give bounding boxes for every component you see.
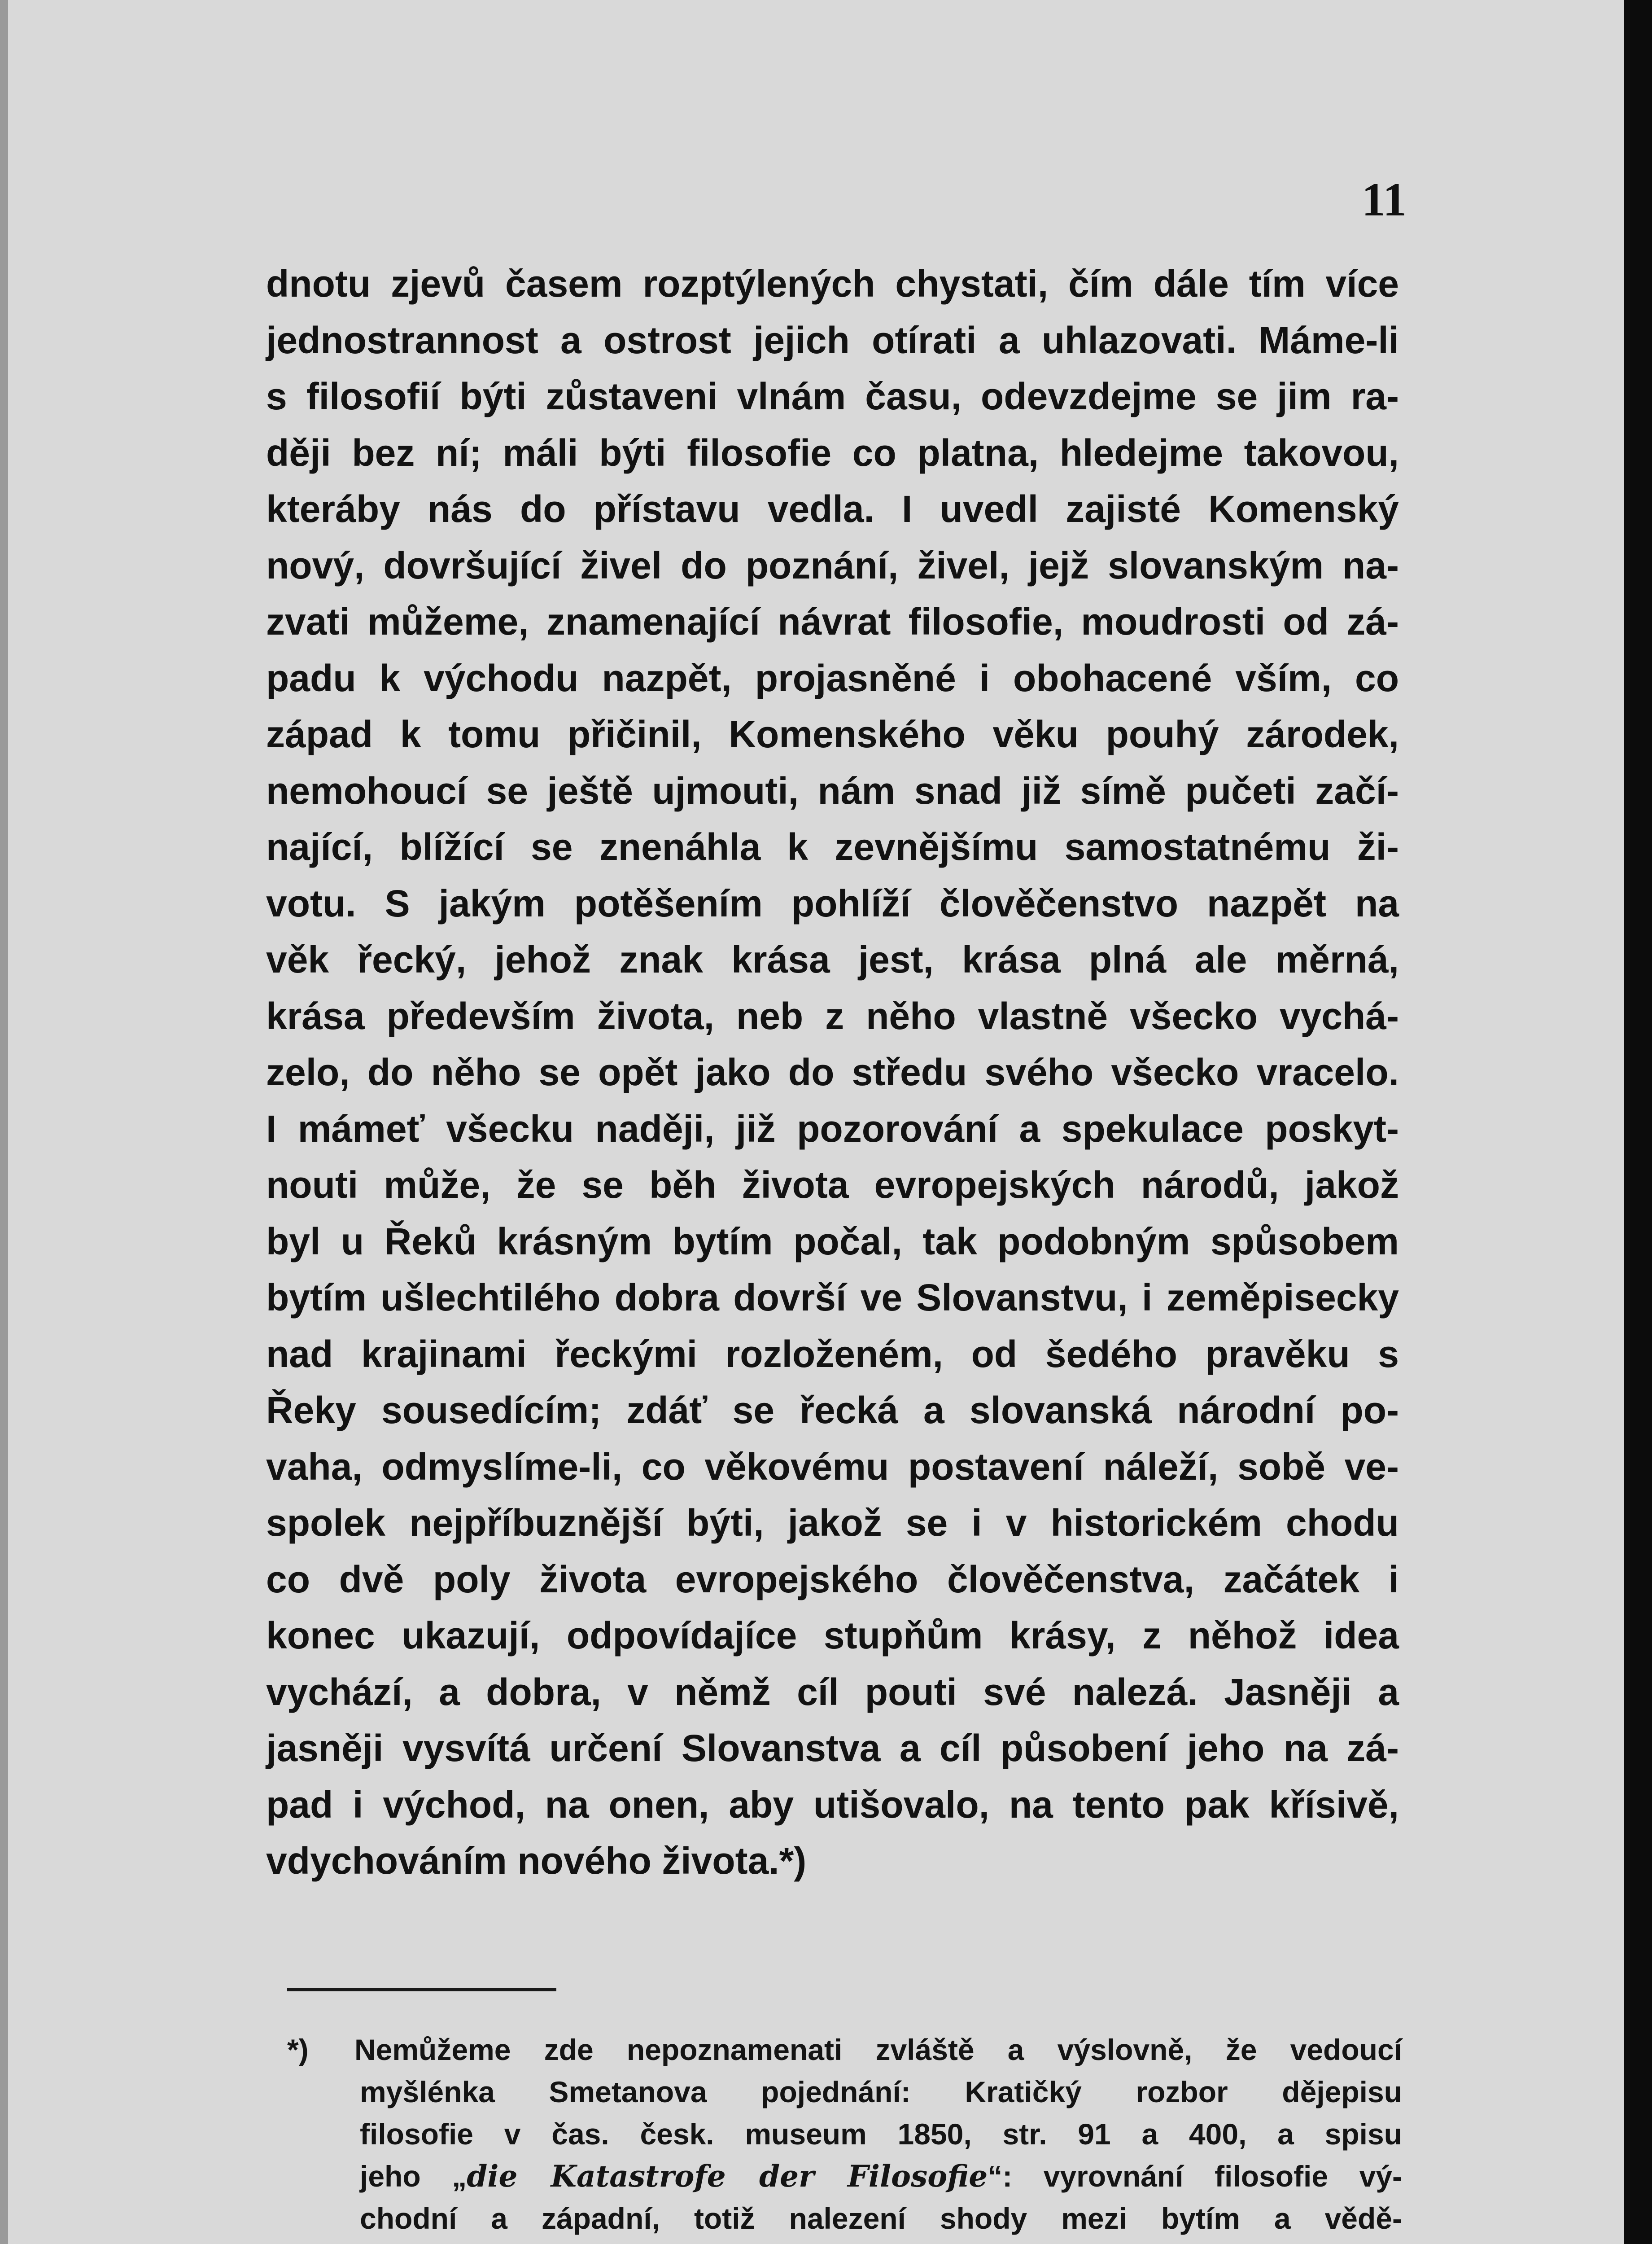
text-line: padu k východu nazpět, projasněné i obohacené vším, co (266, 657, 1399, 699)
footnote-line (287, 2240, 1402, 2244)
text-line: nový, dovršující živel do poznání, živel, jejž slovanským na- (266, 544, 1399, 587)
text-line: ději bez ní; máli býti filosofie co platna, hledejme takovou, (266, 431, 1399, 474)
text-line: votu. S jakým potěšením pohlíží člověčenstvo nazpět na (266, 882, 1399, 925)
text-line: konec ukazují, odpovídajíce stupňům krásy, z něhož idea (266, 1614, 1399, 1657)
text-line: I mámeť všecku naději, již pozorování a spekulace poskyt- (266, 1107, 1399, 1150)
page-number: 11 (1361, 173, 1407, 226)
text-line: jednostrannost a ostrost jejich otírati a uhlazovati. Máme-li (266, 319, 1399, 361)
text-line: kteráby nás do přístavu vedla. I uvedl zajisté Komenský (266, 488, 1399, 530)
text-line: pad i východ, na onen, aby utišovalo, na tento pak křísivě, (266, 1783, 1399, 1826)
text-line: Řeky sousedícím; zdáť se řecká a slovanská národní po- (266, 1389, 1399, 1431)
footnote-text: Nemůžeme zde nepoznamenati zvláště a výslovně, že vedoucí (354, 2033, 1402, 2066)
footnote-text: jeho „ (360, 2160, 467, 2193)
scan-right-edge (1624, 0, 1652, 2244)
text-line: dnotu zjevů časem rozptýlených chystati, čím dále tím více (266, 263, 1399, 305)
text-line: co dvě poly života evropejského člověčenstva, začátek i (266, 1558, 1399, 1600)
footnote-line: myšlénka Smetanova pojednání: Kratičký rozbor dějepisu (360, 2075, 1402, 2108)
footnote-marker: *) (287, 2033, 309, 2066)
text-line: vaha, odmyslíme-li, co věkovému postavení náleží, sobě ve- (266, 1445, 1399, 1488)
text-line: zvati můžeme, znamenající návrat filosofie, moudrosti od zá- (266, 600, 1399, 643)
fraktur-title: die Katastrofe der Filosofie (467, 2159, 988, 2194)
text-line: nouti může, že se běh života evropejských národů, jakož (266, 1164, 1399, 1206)
footnote-line: chodní a západní, totiž nalezení shody mezi bytím a vědě- (360, 2202, 1402, 2235)
text-line: krása především života, neb z něho vlastně všecko vychá- (266, 995, 1399, 1037)
scan-left-edge (0, 0, 8, 2244)
text-line: vdychováním nového života.*) (266, 1840, 807, 1882)
text-line: zelo, do něho se opět jako do středu svého všecko vracelo. (266, 1051, 1399, 1093)
text-line: nemohoucí se ještě ujmouti, nám snad již símě pučeti začí- (266, 769, 1399, 812)
text-line: nající, blížící se znenáhla k zevnějšímu samostatnému ži- (266, 826, 1399, 868)
footnote-text: “: vyrovnání filosofie vý- (988, 2160, 1403, 2193)
text-line: jasněji vysvítá určení Slovanstva a cíl působení jeho na zá- (266, 1727, 1399, 1769)
text-line: západ k tomu přičinil, Komenského věku pouhý zárodek, (266, 713, 1399, 755)
footnote-line: filosofie v čas. česk. museum 1850, str. 91 a 400, a spisu (360, 2117, 1402, 2151)
body-text (266, 256, 1399, 1889)
text-line: spolek nejpříbuznější býti, jakož se i v historickém chodu (266, 1502, 1399, 1544)
footnote (287, 2029, 1402, 2244)
footnote-separator (287, 1988, 556, 1991)
footnote-line (287, 2155, 1402, 2197)
text-line: vychází, a dobra, v němž cíl pouti své nalezá. Jasněji a (266, 1670, 1399, 1713)
text-line: nad krajinami řeckými rozloženém, od šedého pravěku s (266, 1332, 1399, 1375)
text-line: s filosofií býti zůstaveni vlnám času, odevzdejme se jim ra- (266, 375, 1399, 417)
text-line: věk řecký, jehož znak krása jest, krása plná ale měrná, (266, 938, 1399, 981)
footnote-line (287, 2029, 1402, 2071)
text-line: bytím ušlechtilého dobra dovrší ve Slovanstvu, i zeměpisecky (266, 1276, 1399, 1319)
text-line: byl u Řeků krásným bytím počal, tak podobným spůsobem (266, 1220, 1399, 1262)
